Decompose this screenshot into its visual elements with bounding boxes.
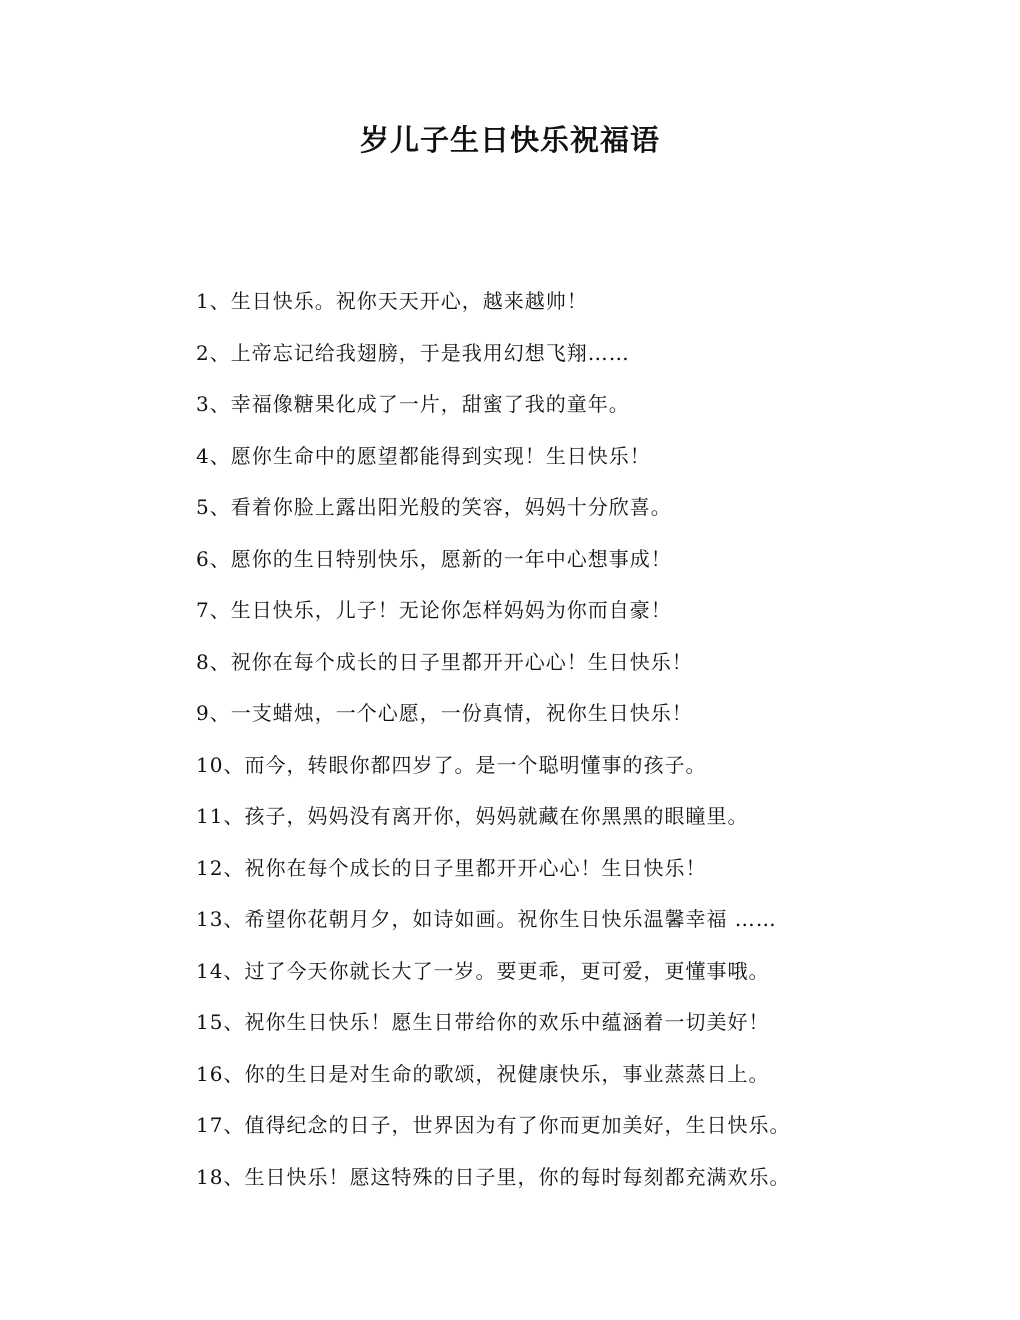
list-item: 4、愿你生命中的愿望都能得到实现！生日快乐！ bbox=[196, 443, 651, 468]
list-item: 13、希望你花朝月夕，如诗如画。祝你生日快乐温馨幸福 …… bbox=[196, 907, 777, 931]
list-item: 17、值得纪念的日子，世界因为有了你而更加美好，生日快乐。 bbox=[196, 1113, 791, 1137]
list-item: 3、幸福像糖果化成了一片，甜蜜了我的童年。 bbox=[196, 392, 630, 416]
list-item: 7、生日快乐，儿子！无论你怎样妈妈为你而自豪！ bbox=[196, 598, 672, 622]
list-item: 2、上帝忘记给我翅膀，于是我用幻想飞翔…… bbox=[196, 340, 630, 365]
list-item: 11、孩子，妈妈没有离开你，妈妈就藏在你黑黑的眼瞳里。 bbox=[196, 804, 749, 828]
list-item: 9、一支蜡烛，一个心愿，一份真情，祝你生日快乐！ bbox=[196, 701, 693, 725]
list-item: 14、过了今天你就长大了一岁。要更乖，更可爱，更懂事哦。 bbox=[196, 958, 770, 983]
list-item: 10、而今，转眼你都四岁了。是一个聪明懂事的孩子。 bbox=[196, 752, 707, 777]
list-item: 6、愿你的生日特别快乐，愿新的一年中心想事成！ bbox=[196, 546, 672, 571]
wish-list bbox=[196, 281, 790, 1208]
list-item: 1、生日快乐。祝你天天开心，越来越帅！ bbox=[196, 289, 588, 313]
list-item: 5、看着你脸上露出阳光般的笑容，妈妈十分欣喜。 bbox=[196, 495, 672, 519]
list-item: 12、祝你在每个成长的日子里都开开心心！生日快乐！ bbox=[196, 855, 707, 880]
list-item: 8、祝你在每个成长的日子里都开开心心！生日快乐！ bbox=[196, 649, 693, 674]
list-item: 18、生日快乐！愿这特殊的日子里，你的每时每刻都充满欢乐。 bbox=[196, 1164, 791, 1189]
list-item: 15、祝你生日快乐！愿生日带给你的欢乐中蕴涵着一切美好！ bbox=[196, 1010, 770, 1034]
page-title: 岁儿子生日快乐祝福语 bbox=[359, 123, 660, 157]
list-item: 16、你的生日是对生命的歌颂，祝健康快乐，事业蒸蒸日上。 bbox=[196, 1061, 770, 1086]
